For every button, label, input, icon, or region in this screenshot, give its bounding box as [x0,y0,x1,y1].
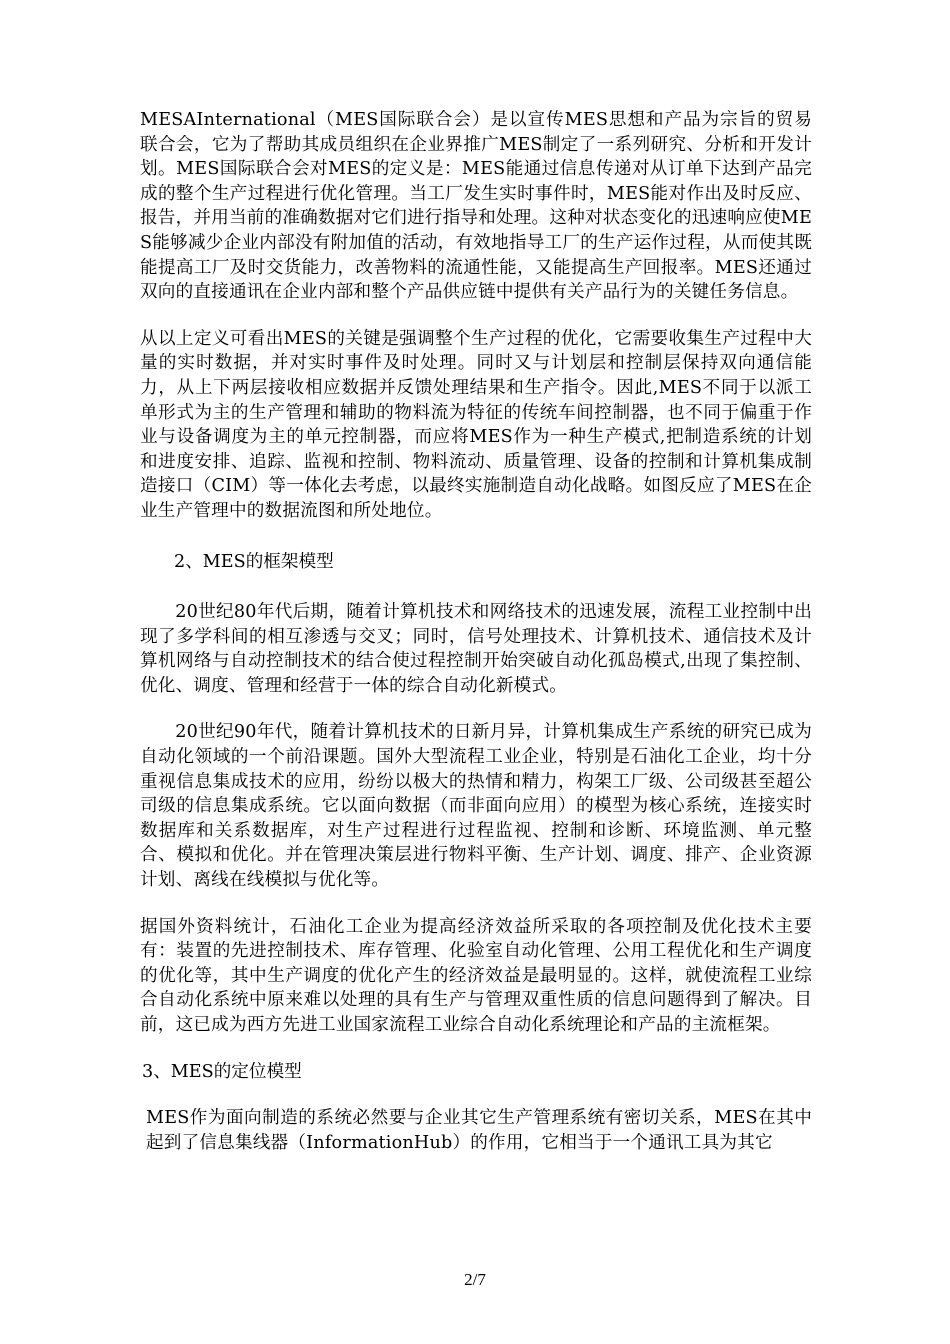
page-number: 2/7 [464,1270,486,1289]
document-body [140,108,812,1155]
paragraph-spacer [140,305,812,327]
paragraph-spacer [140,893,812,915]
paragraph-mesa-definition: MESAInternational（MES国际联合会）是以宣传MES思想和产品为宗旨的贸易联合会，它为了帮助其成员组织在企业界推广MES制定了一系列研究、分析和开发计划。MES国际联合会对MES的定义是：MES能通过信息传递对从订单下达到产品完成的整个生产过程进行优化管理。当工厂发生实时事件时，MES能对作出及时反应、报告，并用当前的准确数据对它们进行指导和处理。这种对状态变化的迅速响应使MES能够减少企业内部没有附加值的活动，有效地指导工厂的生产运作过程，从而使其既能提高工厂及时交货能力，改善物料的流通性能，又能提高生产回报率。MES还通过双向的直接通讯在企业内部和整个产品供应链中提供有关产品行为的关键任务信息。 [140,110,812,303]
paragraph-spacer [140,524,812,550]
paragraph-mes-key-points: 从以上定义可看出MES的关键是强调整个生产过程的优化，它需要收集生产过程中大量的实时数据，并对实时事件及时处理。同时又与计划层和控制层保持双向通信能力，从上下两层接收相应数据并反馈处理结果和生产指令。因此,MES不同于以派工单形式为主的生产管理和辅助的物料流为特征的传统车间控制器，也不同于偏重于作业与设备调度为主的单元控制器，而应将MES作为一种生产模式,把制造系统的计划和进度安排、追踪、监视和控制、物料流动、质量管理、设备的控制和计算机集成制造接口（CIM）等一体化去考虑，以最终实施制造自动化战略。如图反应了MES在企业生产管理中的数据流图和所处地位。 [140,328,812,521]
paragraph-spacer [140,698,812,720]
paragraph-mes-information-hub: MES作为面向制造的系统必然要与企业其它生产管理系统有密切关系，MES在其中起到了信息集线器（InformationHub）的作用，它相当于一个通讯工具为其它 [146,1108,812,1153]
paragraph-foreign-statistics: 据国外资料统计，石油化工企业为提高经济效益所采取的各项控制及优化技术主要有：装置的先进控制技术、库存管理、化验室自动化管理、公用工程优化和生产调度的优化等，其中生产调度的优化产生的经济效益是最明显的。这样，就使流程工业综合自动化系统中原来难以处理的具有生产与管理双重性质的信息问题得到了解决。目前，这已成为西方先进工业国家流程工业综合自动化系统理论和产品的主流框架。 [140,916,812,1035]
section-heading-framework-model: 2、MES的框架模型 [174,551,334,572]
section-heading-positioning-model: 3、MES的定位模型 [142,1061,302,1082]
paragraph-spacer [140,1084,812,1106]
paragraph-1980s-development: 20世纪80年代后期，随着计算机技术和网络技术的迅速发展，流程工业控制中出现了多学科间的相互渗透与交叉；同时，信号处理技术、计算机技术、通信技术及计算机网络与自动控制技术的结合使过程控制开始突破自动化孤岛模式,出现了集控制、优化、调度、管理和经营于一体的综合自动化新模式。 [140,602,812,696]
paragraph-1990s-development: 20世纪90年代，随着计算机技术的日新月异，计算机集成生产系统的研究已成为自动化领域的一个前沿课题。国外大型流程工业企业，特别是石油化工企业，均十分重视信息集成技术的应用，纷纷以极大的热情和精力，构架工厂级、公司级甚至超公司级的信息集成系统。它以面向数据（而非面向应用）的模型为核心系统，连接实时数据库和关系数据库，对生产过程进行过程监视、控制和诊断、环境监测、单元整合、模拟和优化。并在管理决策层进行物料平衡、生产计划、调度、排产、企业资源计划、离线在线模拟与优化等。 [140,722,812,891]
paragraph-spacer [140,574,812,600]
paragraph-spacer [140,1038,812,1060]
